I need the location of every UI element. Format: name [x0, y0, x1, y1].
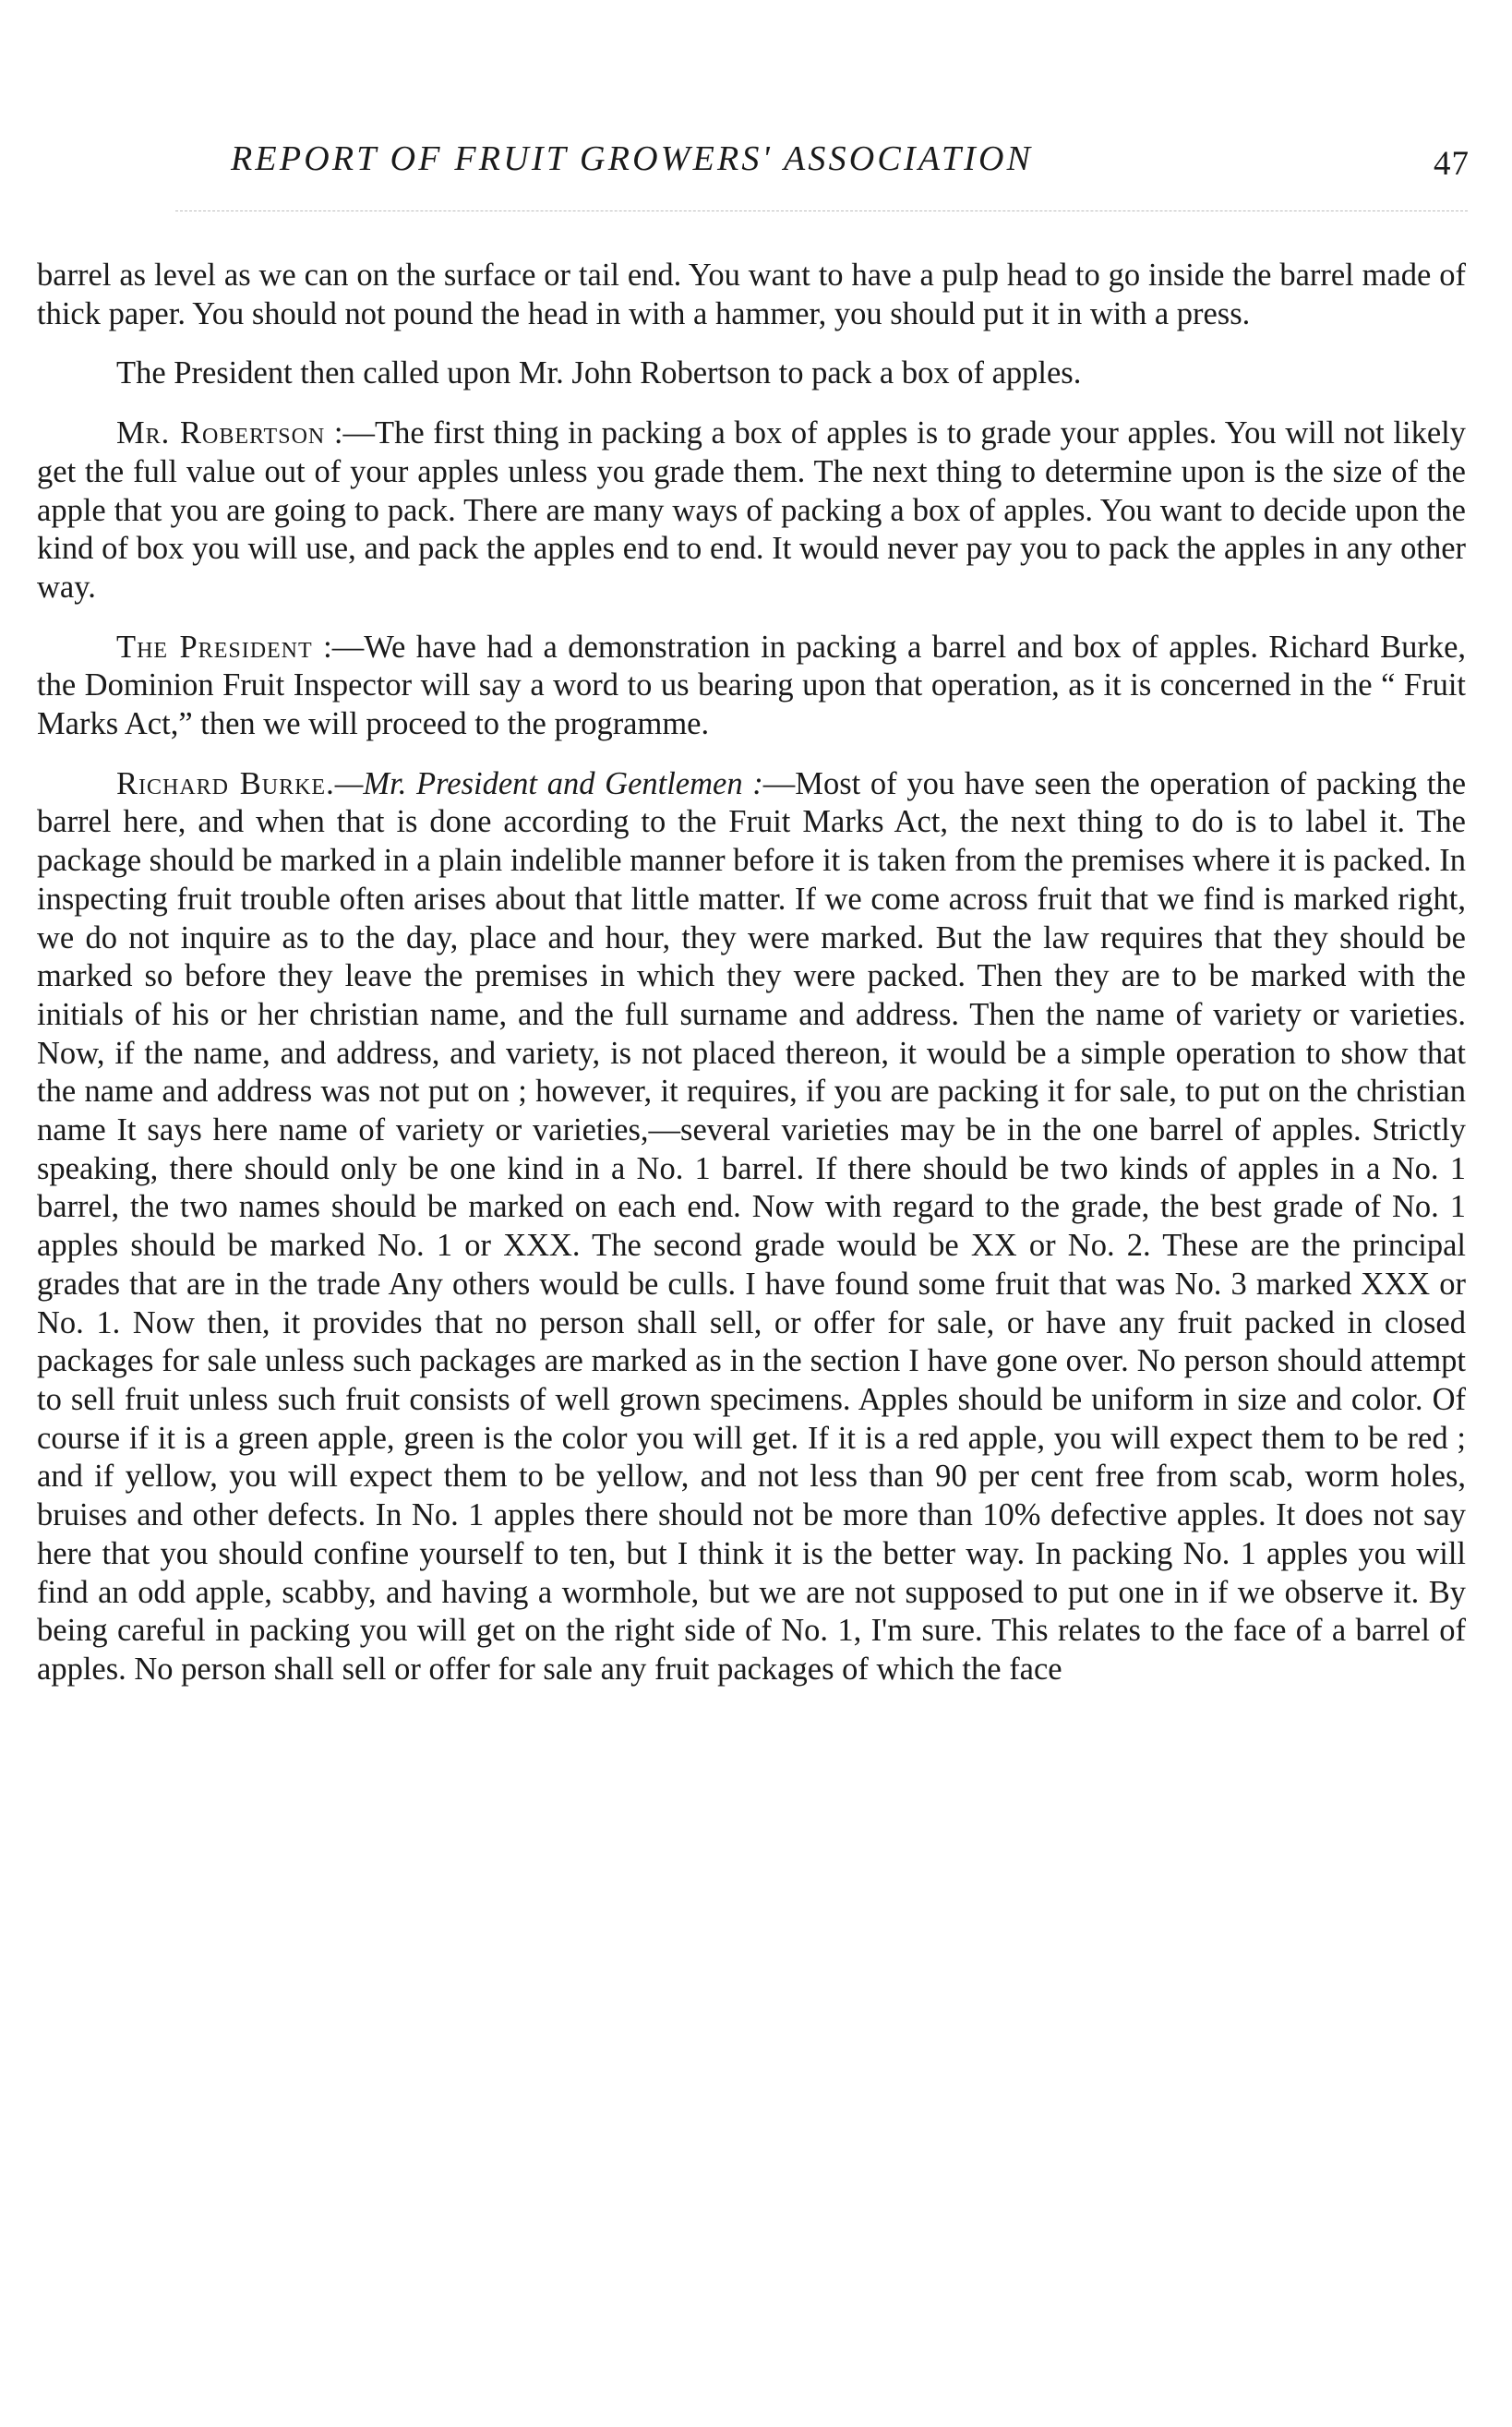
book-page	[37, 0, 1477, 2427]
paragraph-president	[37, 629, 1466, 744]
paragraph-continuation	[37, 257, 1466, 333]
header-divider	[175, 210, 1468, 211]
speaker-name: The President	[116, 629, 313, 665]
paragraph-burke	[37, 765, 1466, 1689]
body-text	[37, 257, 1466, 1689]
page-number: 47	[1434, 145, 1470, 183]
paragraph-text: The President then called upon Mr. John Robertson to pack a box of apples.	[116, 355, 1082, 391]
speaker-address: —Mr. President and Gentlemen :	[334, 765, 763, 801]
running-title: REPORT OF FRUIT GROWERS' ASSOCIATION	[231, 139, 1034, 178]
running-head	[37, 138, 1477, 194]
paragraph-text: —Most of you have seen the operation of packing the barrel here, and when that is done according to the Fruit Marks Act, the next thing to do is to label it. The package should be marked in a plain indelible manner before it is taken from the premises where it is packed. In inspecting fruit trouble often arises about that little matter. If we come across fruit that we find is marked right, we do not inquire as to the day, place and hour, they were marked. But the law requires that they should be marked so before they leave the premises in which they were packed. Then they are to be marked with the initials of his or her christian name, and the full surname and address. Then the name of variety or varieties. Now, if the name, and address, and variety, is not placed thereon, it would be a simple operation to show that the name and address was not put on ; however, it requires, if you are packing it for sale, to put on the christian name It says here name of variety or varieties,—several varieties may be in the one barrel of apples. Strictly speaking, there should only be one kind in a No. 1 barrel. If there should be two kinds of apples in a No. 1 barrel, the two names should be marked on each end. Now with regard to the grade, the best grade of No. 1 apples should be marked No. 1 or XXX. The second grade would be XX or No. 2. These are the principal grades that are in the trade Any others would be culls. I have found some fruit that was No. 3 marked XXX or No. 1. Now then, it provides that no person shall sell, or offer for sale, or have any fruit packed in closed packages for sale unless such packages are marked as in the section I have gone over. No person should attempt to sell fruit unless such fruit consists of well grown specimens. Apples should be uniform in size and color. Of course if it is a green apple, green is the color you will get. If it is a red apple, you will expect them to be red ; and if yellow, you will expect them to be yellow, and not less than 90 per cent free from scab, worm holes, bruises and other defects. In No. 1 apples there should not be more than 10% defective apples. It does not say here that you should confine yourself to ten, but I think it is the better way. In packing No. 1 apples you will find an odd apple, scabby, and having a wormhole, but we are not supposed to put one in if we observe it. By being careful in packing you will get on the right side of No. 1, I'm sure. This relates to the face of a barrel of apples. No person shall sell or offer for sale any fruit packages of which the face	[37, 765, 1467, 1687]
paragraph-robertson	[37, 415, 1466, 607]
paragraph-president-announcement	[37, 354, 1466, 393]
paragraph-text: barrel as level as we can on the surface or tail end. You want to have a pulp head to go inside the barrel made of thick paper. You should not pound the head in with a hammer, you should put it in with a press.	[37, 258, 1466, 331]
paragraph-text: :—We have had a demonstration in packing a barrel and box of apples. Richard Burke, the Dominion Fruit Inspector will say a word to us bearing upon that operation, as it is concerned in the “ Fruit Marks Act,” then we will proceed to the programme.	[37, 629, 1467, 742]
speaker-name: Richard Burke.	[116, 765, 335, 801]
speaker-name: Mr. Robertson	[116, 415, 326, 451]
paragraph-text: :—The first thing in packing a box of apples is to grade your apples. You will not likely get the full value out of your apples unless you grade them. The next thing to determine upon is the size of the apple that you are going to pack. There are many ways of packing a box of apples. You want to decide upon the kind of box you will use, and pack the apples end to end. It would never pay you to pack the apples in any other way.	[37, 415, 1466, 605]
